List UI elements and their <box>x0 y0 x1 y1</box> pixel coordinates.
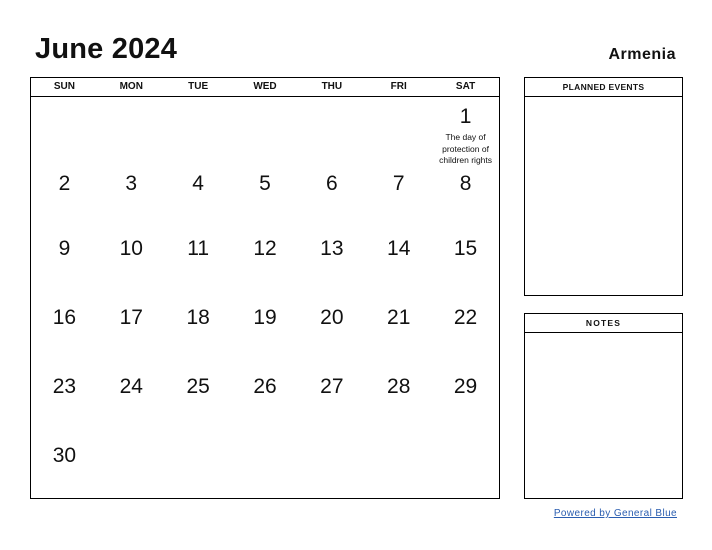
day-cell <box>31 237 98 306</box>
weekday-mon: MON <box>119 81 143 92</box>
day-number: 4 <box>192 172 204 195</box>
weekday-wed: WED <box>253 81 277 92</box>
day-cell <box>432 306 499 375</box>
day-number: 3 <box>125 172 138 195</box>
calendar-grid <box>30 77 500 499</box>
day-number: 11 <box>187 237 210 260</box>
weekday-fri: FRI <box>390 81 407 92</box>
day-number: 24 <box>119 375 143 398</box>
day-number: 8 <box>459 172 472 195</box>
day-number: 2 <box>58 172 71 195</box>
day-cell <box>98 375 165 444</box>
day-cell <box>31 375 98 444</box>
day-number: 26 <box>253 375 277 398</box>
day-cell <box>31 306 98 375</box>
day-cell <box>31 172 98 237</box>
day-cell <box>432 375 499 444</box>
day-cell <box>165 375 232 444</box>
day-number: 22 <box>453 306 478 329</box>
day-cell <box>165 172 232 237</box>
empty-day-cell <box>298 97 365 172</box>
empty-day-cell <box>232 444 299 501</box>
day-number: 20 <box>320 306 344 329</box>
day-number: 12 <box>253 237 277 260</box>
day-number: 1 <box>459 105 472 128</box>
day-cell <box>232 172 299 237</box>
day-number: 7 <box>392 172 405 195</box>
day-number: 10 <box>119 237 143 260</box>
empty-day-cell <box>165 97 232 172</box>
day-cell <box>98 306 165 375</box>
day-cell <box>232 237 299 306</box>
day-cell <box>365 237 432 306</box>
day-cells <box>31 97 499 501</box>
day-number: 30 <box>52 444 77 467</box>
day-number: 16 <box>52 306 77 329</box>
empty-day-cell <box>165 444 232 501</box>
day-cell <box>98 172 165 237</box>
empty-day-cell <box>98 444 165 501</box>
weekday-header-row <box>31 78 499 97</box>
weekday-tue: TUE <box>188 81 209 92</box>
day-cell <box>165 306 232 375</box>
day-cell <box>432 97 499 172</box>
day-cell <box>365 306 432 375</box>
day-cell <box>298 375 365 444</box>
day-cell <box>298 237 365 306</box>
day-number: 25 <box>186 375 210 398</box>
empty-day-cell <box>365 444 432 501</box>
day-cell <box>365 375 432 444</box>
day-number: 19 <box>253 306 277 329</box>
weekday-thu: THU <box>321 81 343 92</box>
empty-day-cell <box>31 97 98 172</box>
day-number: 6 <box>326 172 338 195</box>
weekday-sun: SUN <box>53 81 75 92</box>
powered-by-link[interactable]: Powered by General Blue <box>553 508 677 519</box>
day-number: 13 <box>320 237 344 260</box>
notes-heading: NOTES <box>525 314 682 333</box>
day-cell <box>98 237 165 306</box>
empty-day-cell <box>98 97 165 172</box>
day-number: 9 <box>58 237 71 260</box>
day-number: 29 <box>453 375 478 398</box>
planned-events-heading: PLANNED EVENTS <box>525 78 682 97</box>
day-cell <box>298 172 365 237</box>
day-cell <box>232 375 299 444</box>
empty-day-cell <box>432 444 499 501</box>
empty-day-cell <box>298 444 365 501</box>
day-number: 23 <box>52 375 77 398</box>
empty-day-cell <box>232 97 299 172</box>
day-number: 18 <box>186 306 210 329</box>
holiday-label: The day of protection of children rights <box>439 132 493 165</box>
day-number: 5 <box>259 172 271 195</box>
day-cell <box>232 306 299 375</box>
empty-day-cell <box>365 97 432 172</box>
weekday-sat: SAT <box>455 81 476 92</box>
day-number: 14 <box>387 237 411 260</box>
day-cell <box>298 306 365 375</box>
day-cell <box>432 172 499 237</box>
day-number: 28 <box>387 375 411 398</box>
day-cell <box>31 444 98 501</box>
day-cell <box>165 237 232 306</box>
day-cell <box>432 237 499 306</box>
country-label: Armenia <box>608 46 676 63</box>
day-number: 21 <box>387 306 411 329</box>
page-title: June 2024 <box>35 33 178 65</box>
day-number: 27 <box>320 375 344 398</box>
day-cell <box>365 172 432 237</box>
notes-panel <box>524 313 683 499</box>
day-number: 17 <box>119 306 143 329</box>
day-number: 15 <box>453 237 478 260</box>
planned-events-panel <box>524 77 683 296</box>
